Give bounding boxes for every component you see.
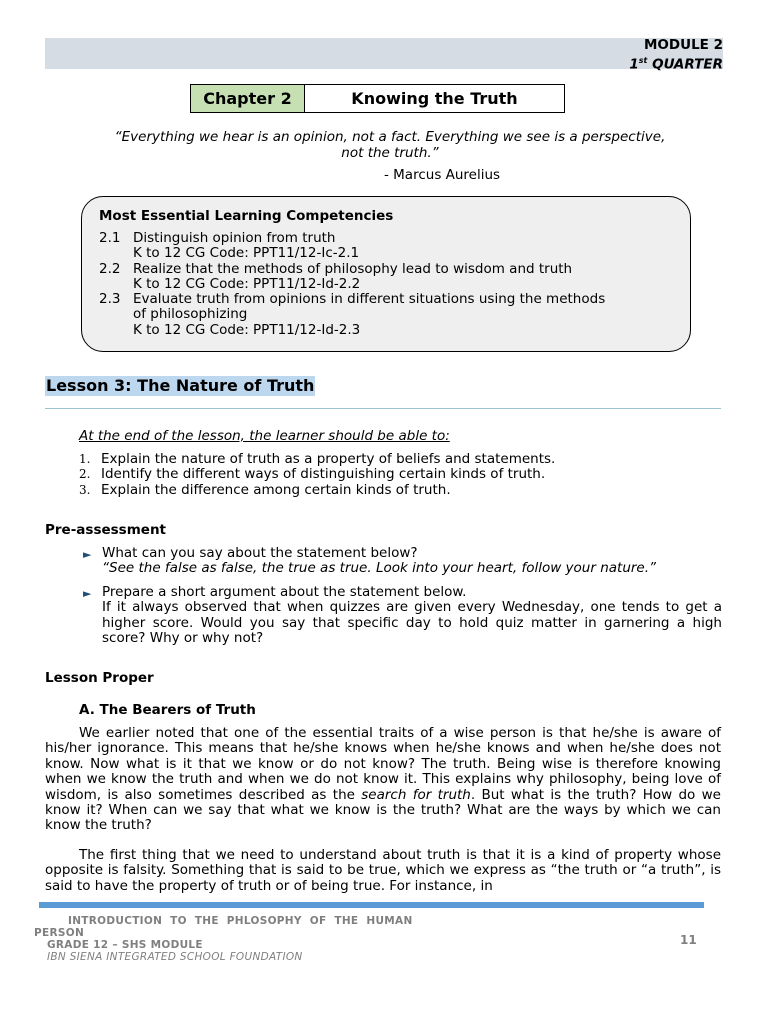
objective-text: Explain the nature of truth as a property of beliefs and statements. [101, 451, 556, 467]
competency-text: Realize that the methods of philosophy lead to wisdom and truth [133, 261, 573, 277]
competency-number: 2.3 [99, 291, 121, 307]
arrow-bullet-icon: ► [83, 548, 92, 561]
objectives-intro: At the end of the lesson, the learner should be able to: [79, 428, 450, 444]
footer-school: IBN SIENA INTEGRATED SCHOOL FOUNDATION [47, 951, 303, 963]
paragraph-text: We earlier noted that one of the essential traits of a wise person is that he/she is aware of his/her ignorance. This means that he/she knows when he/she knows and when he/she does not know. Now what is it that we know or do not know? The truth. Being wise is therefore knowing when we know the truth and when we do not know it. This explains why philosophy, being love of wisdom, is also sometimes described as the [45, 725, 721, 803]
competencies-title: Most Essential Learning Competencies [99, 208, 394, 224]
competency-code: K to 12 CG Code: PPT11/12-Id-2.2 [133, 276, 361, 293]
competency-number: 2.1 [99, 230, 121, 246]
competency-item [99, 231, 359, 262]
competency-text: Distinguish opinion from truth [133, 230, 336, 246]
paragraph-text: . But what is the truth? How do we know it? When can we say that what we know is the truth? What are the ways by which we can know the truth? [45, 786, 721, 834]
preassessment-heading: Pre-assessment [45, 522, 167, 538]
objective-number: 1. [79, 452, 91, 466]
arrow-bullet-icon: ► [83, 587, 92, 600]
preassessment-question [102, 585, 722, 647]
competency-item [99, 262, 572, 293]
chapter-box [190, 84, 565, 113]
question-text: What can you say about the statement below? [102, 545, 418, 561]
chapter-label: Chapter 2 [191, 85, 305, 112]
quarter-label [629, 53, 723, 73]
objective-text: Identify the different ways of distinguishing certain kinds of truth. [101, 466, 546, 482]
objective-item [79, 467, 545, 483]
preassessment-question [102, 546, 722, 577]
question-quote: “See the false as false, the true as true. Look into your heart, follow your nature.” [102, 560, 657, 577]
question-body: If it always observed that when quizzes are given every Wednesday, one tends to get a higher score. Would you say that specific day to hold quiz matter in garnering a high score? Why or why not? [102, 599, 722, 647]
divider [45, 408, 721, 409]
competency-item [99, 292, 605, 338]
quote-author: - Marcus Aurelius [384, 167, 501, 183]
competency-code: K to 12 CG Code: PPT11/12-Id-2.3 [133, 321, 361, 338]
competency-code: K to 12 CG Code: PPT11/12-Ic-2.1 [133, 245, 360, 262]
footer-grade: GRADE 12 – SHS MODULE [47, 939, 203, 951]
footer-course-title-cont: PERSON [34, 927, 85, 939]
paragraph: The first thing that we need to understand about truth is that it is a kind of property whose opposite is falsity. Something that is said to be true, which we express as “the truth or “a truth”, is said to have the property of truth or of being true. For instance, in [45, 847, 721, 894]
paragraph-emphasis: search for truth [361, 786, 471, 803]
competency-text-continued: of philosophizing [133, 306, 248, 323]
competency-text: Evaluate truth from opinions in different situations using the methods [133, 291, 606, 307]
lesson-proper-heading: Lesson Proper [45, 670, 154, 686]
question-text: Prepare a short argument about the statement below. [102, 584, 467, 600]
objective-number: 3. [79, 483, 91, 497]
footer-course-title: INTRODUCTION TO THE PHLOSOPHY OF THE HUMAN [68, 915, 413, 927]
footer-rule [39, 902, 704, 908]
quarter-number: 1 [629, 56, 639, 73]
quarter-word: QUARTER [647, 56, 723, 73]
page-number: 11 [680, 933, 697, 947]
header-band [45, 38, 723, 69]
objective-text: Explain the difference among certain kinds of truth. [101, 482, 451, 498]
chapter-title: Knowing the Truth [351, 89, 518, 108]
competency-number: 2.2 [99, 261, 121, 277]
objective-item [79, 483, 451, 499]
module-label: MODULE 2 [644, 37, 723, 53]
objective-number: 2. [79, 467, 91, 481]
paragraph [45, 726, 721, 834]
subsection-heading: A. The Bearers of Truth [79, 702, 256, 718]
quarter-suffix: st [638, 56, 648, 65]
lesson-title: Lesson 3: The Nature of Truth [46, 376, 315, 395]
opening-quote: “Everything we hear is an opinion, not a fact. Everything we see is a perspective, not the truth.” [114, 129, 666, 161]
